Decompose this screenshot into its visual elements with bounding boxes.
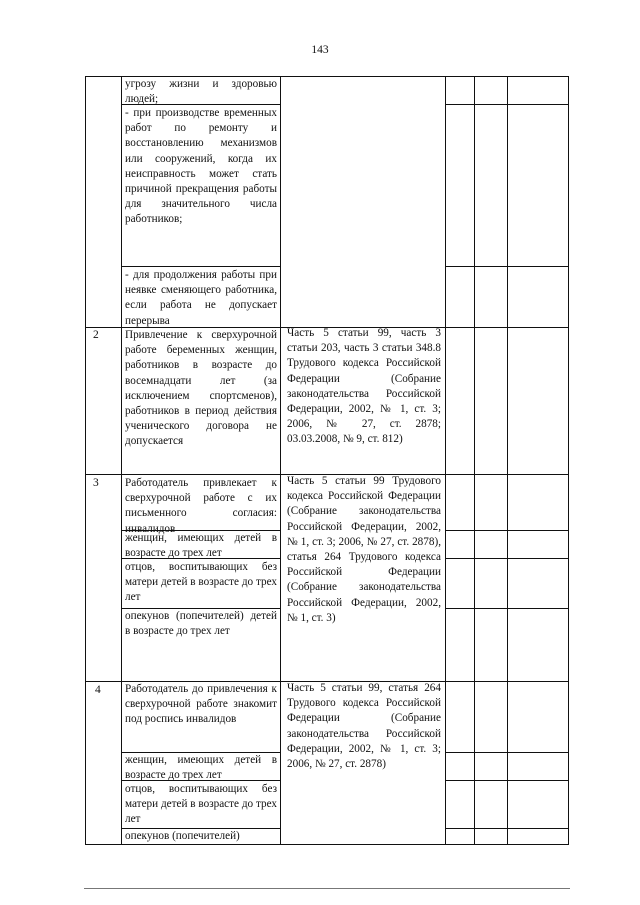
requirement-text: Работодатель привлекает к сверхурочной работе с их письменного согласия: инвалидов bbox=[125, 477, 277, 535]
row-number: 2 bbox=[93, 329, 99, 341]
requirement-text: отцов, воспитывающих без матери детей в возрасте до трех лет bbox=[125, 783, 277, 826]
requirement-text: опекунов (попечителей) детей в возрасте до трех лет bbox=[125, 610, 277, 638]
requirement-text: Привлечение к сверхурочной работе беременных женщин, работников в возрасте до восемнадцати лет (за исключением спортсменов), работников в период действия ученического договора не допускается bbox=[125, 329, 277, 448]
row-number: 4 bbox=[95, 684, 101, 696]
requirement-text: угрозу жизни и здоровью людей; bbox=[125, 78, 277, 106]
page-number: 143 bbox=[311, 44, 329, 56]
requirement-text: опекунов (попечителей) bbox=[125, 830, 240, 842]
legal-reference: Часть 5 статьи 99, статья 264 Трудового кодекса Российской Федерации (Собрание законодательства Российской Федерации, 2002, № 1, ст. 3; 2006, № 27, ст. 2878) bbox=[287, 682, 441, 771]
row-number: 3 bbox=[93, 477, 99, 489]
legal-reference: Часть 5 статьи 99 Трудового кодекса Российской Федерации (Собрание законодательства Российской Федерации, 2002, № 1, ст. 3; 2006, № 27, ст. 2878), статья 264 Трудового кодекса Российской Федерации (Собрание законодательства Российской Федерации, 2002, № 1, ст. 3) bbox=[287, 475, 441, 624]
requirement-text: - для продолжения работы при неявке сменяющего работника, если работа не допускает перерыва bbox=[125, 269, 277, 327]
requirement-text: женщин, имеющих детей в возрасте до трех лет bbox=[125, 754, 277, 782]
requirement-text: - при производстве временных работ по ремонту и восстановлению механизмов или сооружений, когда их неисправность может стать причиной прекращения работы для значительного числа работников; bbox=[125, 107, 277, 226]
requirement-text: отцов, воспитывающих без матери детей в возрасте до трех лет bbox=[125, 561, 277, 604]
page-bottom-line bbox=[84, 888, 570, 889]
legal-reference: Часть 5 статьи 99, часть 3 статьи 203, часть 3 статьи 348.8 Трудового кодекса Российской Федерации (Собрание законодательства Российской Федерации, 2002, № 1, ст. 3; 2006, № 27, ст. 2878; 03.03.2008, № 9, ст. 812) bbox=[287, 327, 441, 446]
requirement-text: Работодатель до привлечения к сверхурочной работе знакомит под роспись инвалидов bbox=[125, 683, 277, 726]
requirement-text: женщин, имеющих детей в возрасте до трех лет bbox=[125, 532, 277, 560]
